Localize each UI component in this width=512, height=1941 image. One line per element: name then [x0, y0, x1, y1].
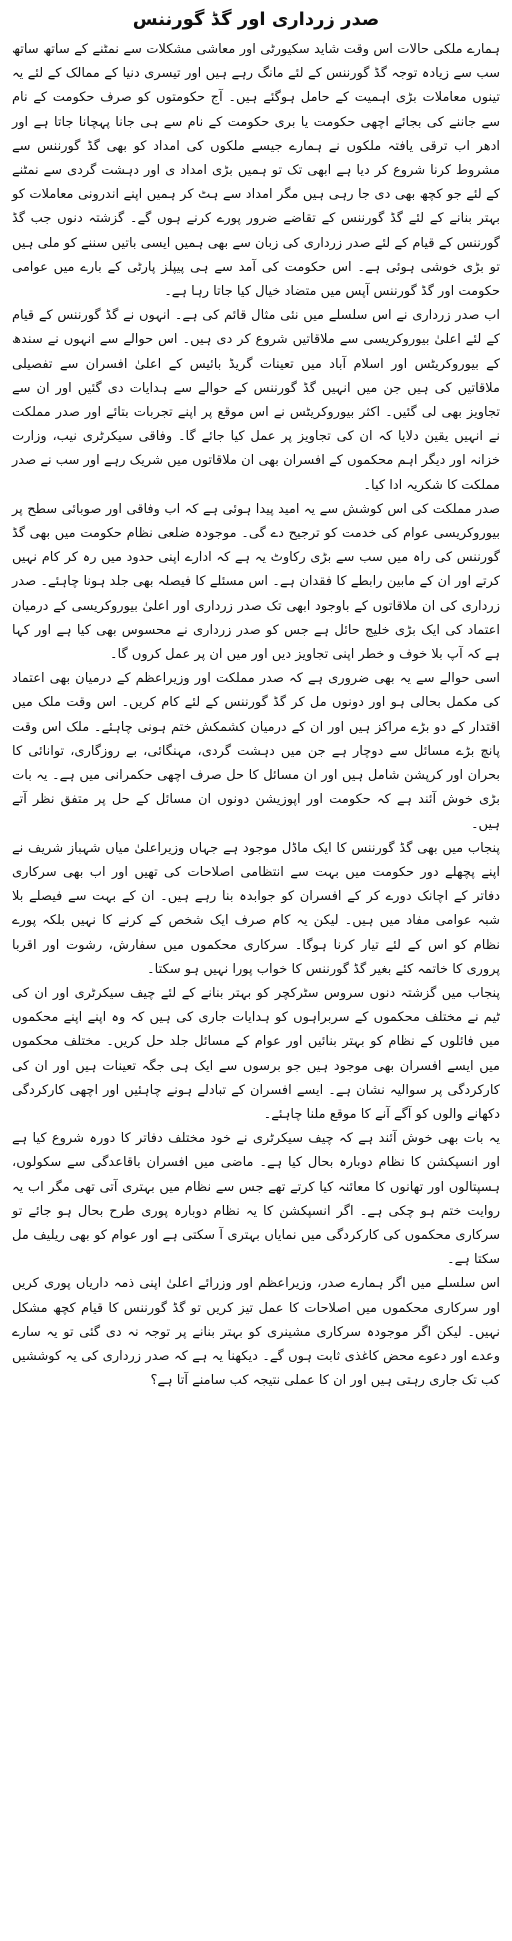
article-paragraph: اس سلسلے میں اگر ہمارے صدر، وزیراعظم اور وزرائے اعلیٰ اپنی ذمہ داریاں پوری کریں اور سرکاری محکموں میں اصلاحات کا عمل تیز کریں تو گڈ گورننس کا قیام کچھ مشکل نہیں۔ لیکن اگر موجودہ سرکاری مشینری کو بہتر بنانے پر توجہ نہ دی گئی تو یہ سارے وعدے اور دعوے محض کاغذی ثابت ہوں گے۔ دیکھنا یہ ہے کہ صدر زرداری کی یہ کوششیں کب تک جاری رہتی ہیں اور ان کا عملی نتیجہ کب سامنے آتا ہے؟: [12, 1276, 500, 1389]
article-title: صدر زرداری اور گڈ گورننس: [132, 9, 380, 30]
article-paragraph: اسی حوالے سے یہ بھی ضروری ہے کہ صدر مملکت اور وزیراعظم کے درمیان بھی اعتماد کی مکمل بحالی ہو اور دونوں مل کر گڈ گورننس کے لئے کام کریں۔ اس وقت ملک میں اقتدار کے دو بڑے مراکز ہیں اور ان کے درمیان کشمکش ختم ہونی چاہئے۔ ملک اس وقت پانچ بڑے مسائل سے دوچار ہے جن میں دہشت گردی، مہنگائی، بے روزگاری، توانائی کا بحران اور کرپشن شامل ہیں اور ان مسائل کا حل صرف اچھی حکمرانی میں ہے۔ یہ بات بڑی خوش آئند ہے کہ حکومت اور اپوزیشن دونوں ان مسائل کے حل پر متفق نظر آتے ہیں۔: [12, 671, 500, 832]
article-paragraph: پنجاب میں بھی گڈ گورننس کا ایک ماڈل موجود ہے جہاں وزیراعلیٰ میاں شہباز شریف نے اپنے پچھلے دور حکومت میں بہت سے انتظامی اصلاحات کی تھیں اور اب بھی سرکاری دفاتر کے اچانک دورے کر کے افسران کو جوابدہ بنا رہے ہیں۔ ان کے بہت سے فیصلے بلا شبہ عوامی مفاد میں ہیں۔ لیکن یہ کام صرف ایک شخص کے کرنے کا نہیں بلکہ پورے نظام کو اس کے لئے تیار کرنا ہوگا۔ سرکاری محکموں میں سفارش، رشوت اور اقربا پروری کا خاتمہ کئے بغیر گڈ گورننس کا خواب پورا نہیں ہو سکتا۔: [12, 840, 500, 977]
article-paragraph: صدر مملکت کی اس کوشش سے یہ امید پیدا ہوئی ہے کہ اب وفاقی اور صوبائی سطح پر بیوروکریسی عوام کی خدمت کو ترجیح دے گی۔ موجودہ ضلعی نظام حکومت میں بھی گڈ گورننس کی راہ میں سب سے بڑی رکاوٹ یہ ہے کہ ادارے اپنی حدود میں رہ کر کام نہیں کرتے اور ان کے مابین رابطے کا فقدان ہے۔ اس مسئلے کا فیصلہ بھی جلد ہونا چاہئے۔ صدر زرداری کی ان ملاقاتوں کے باوجود ابھی تک صدر زرداری اور اعلیٰ بیوروکریسی کے درمیان اعتماد کی ایک بڑی خلیج حائل ہے جس کو صدر زرداری نے محسوس بھی کیا ہے اور کہا ہے کہ آپ بلا خوف و خطر اپنی تجاویز دیں اور میں ان پر عمل کروں گا۔: [12, 501, 500, 663]
article-paragraph: یہ بات بھی خوش آئند ہے کہ چیف سیکرٹری نے خود مختلف دفاتر کا دورہ شروع کیا ہے اور انسپکشن کا نظام دوبارہ بحال کیا ہے۔ ماضی میں افسران باقاعدگی سے سکولوں، ہسپتالوں اور تھانوں کا معائنہ کیا کرتے تھے جس سے نظام میں بہتری آتی تھی مگر اب یہ روایت ختم ہو چکی ہے۔ اگر انسپکشن کا یہ نظام دوبارہ پوری طرح بحال ہو جائے تو سرکاری محکموں کی کارکردگی میں نمایاں بہتری آ سکتی ہے اور عوام کو بھی ریلیف مل سکتا ہے۔: [12, 1131, 500, 1268]
article-paragraph: پنجاب میں گزشتہ دنوں سروس سٹرکچر کو بہتر بنانے کے لئے چیف سیکرٹری اور ان کی ٹیم نے مختلف محکموں کے سربراہوں کو ہدایات جاری کی ہیں کہ وہ اپنے اپنے محکموں میں فائلوں کے نظام کو بہتر بنائیں اور عوام کے مسائل جلد حل کریں۔ مختلف محکموں میں ایسے افسران بھی موجود ہیں جو برسوں سے ایک ہی جگہ تعینات ہیں اور ان کی کارکردگی پر سوالیہ نشان ہے۔ ایسے افسران کے تبادلے ہونے چاہئیں اور اچھی کارکردگی دکھانے والوں کو آگے آنے کا موقع ملنا چاہئے۔: [12, 985, 500, 1122]
article-paragraph: ہمارے ملکی حالات اس وقت شاید سکیورٹی اور معاشی مشکلات سے نمٹنے کے ساتھ ساتھ سب سے زیادہ توجہ گڈ گورننس کے لئے مانگ رہے ہیں اور تیسری دنیا کے ممالک کے لئے یہ تینوں معاملات بڑی اہمیت کے حامل ہوگئے ہیں۔ آج حکومتوں کو صرف حکومت کے نام سے جاننے کی بجائے اچھی حکومت یا بری حکومت کے نام سے ہی جانا پہچانا جاتا ہے اور ادھر اب ترقی یافتہ ملکوں نے ہمارے جیسے ملکوں کی امداد کو بھی گڈ گورننس سے مشروط کرنا شروع کر دیا ہے ابھی تک تو ہمیں بڑی امداد ی اور دہشت گردی سے نمٹنے کے لئے جو کچھ بھی دی جا رہی ہیں مگر امداد سے ہٹ کر ہمیں اپنے اندرونی معاملات کو بہتر بنانے کے لئے گڈ گورننس کے تقاضے ضرور پورے کرنے ہوں گے۔ گزشتہ دنوں جب گڈ گورننس کے قیام کے لئے صدر زرداری کی زبان سے بھی ہمیں ایسی باتیں سننے کو ملی ہیں تو بڑی خوشی ہوئی ہے۔ اس حکومت کی آمد سے ہی پیپلز پارٹی کے بارے میں عوامی حکومت اور گڈ گورننس آپس میں متضاد خیال کیا جاتا رہا ہے۔: [12, 42, 500, 300]
article-body: [12, 38, 500, 1393]
article-paragraph: اب صدر زرداری نے اس سلسلے میں نئی مثال قائم کی ہے۔ انہوں نے گڈ گورننس کے قیام کے لئے اعلیٰ بیوروکریسی سے ملاقاتیں شروع کر دی ہیں۔ اس حوالے سے انہوں نے سندھ کے بیوروکریٹس اور اسلام آباد میں تعینات گریڈ بائیس کے اعلیٰ افسران سے تفصیلی ملاقاتیں کی ہیں جن میں انہیں گڈ گورننس کے حوالے سے ہدایات دی گئیں اور ان سے تجاویز بھی لی گئیں۔ اکثر بیوروکریٹس نے اس موقع پر اپنے تجربات بتائے اور صدر مملکت نے انہیں یقین دلایا کہ ان کی تجاویز پر عمل کیا جائے گا۔ وفاقی سیکرٹری نیب، وزارت خزانہ اور دیگر اہم محکموں کے افسران بھی ان ملاقاتوں میں شریک رہے اور سب نے صدر مملکت کا شکریہ ادا کیا۔: [12, 308, 500, 493]
